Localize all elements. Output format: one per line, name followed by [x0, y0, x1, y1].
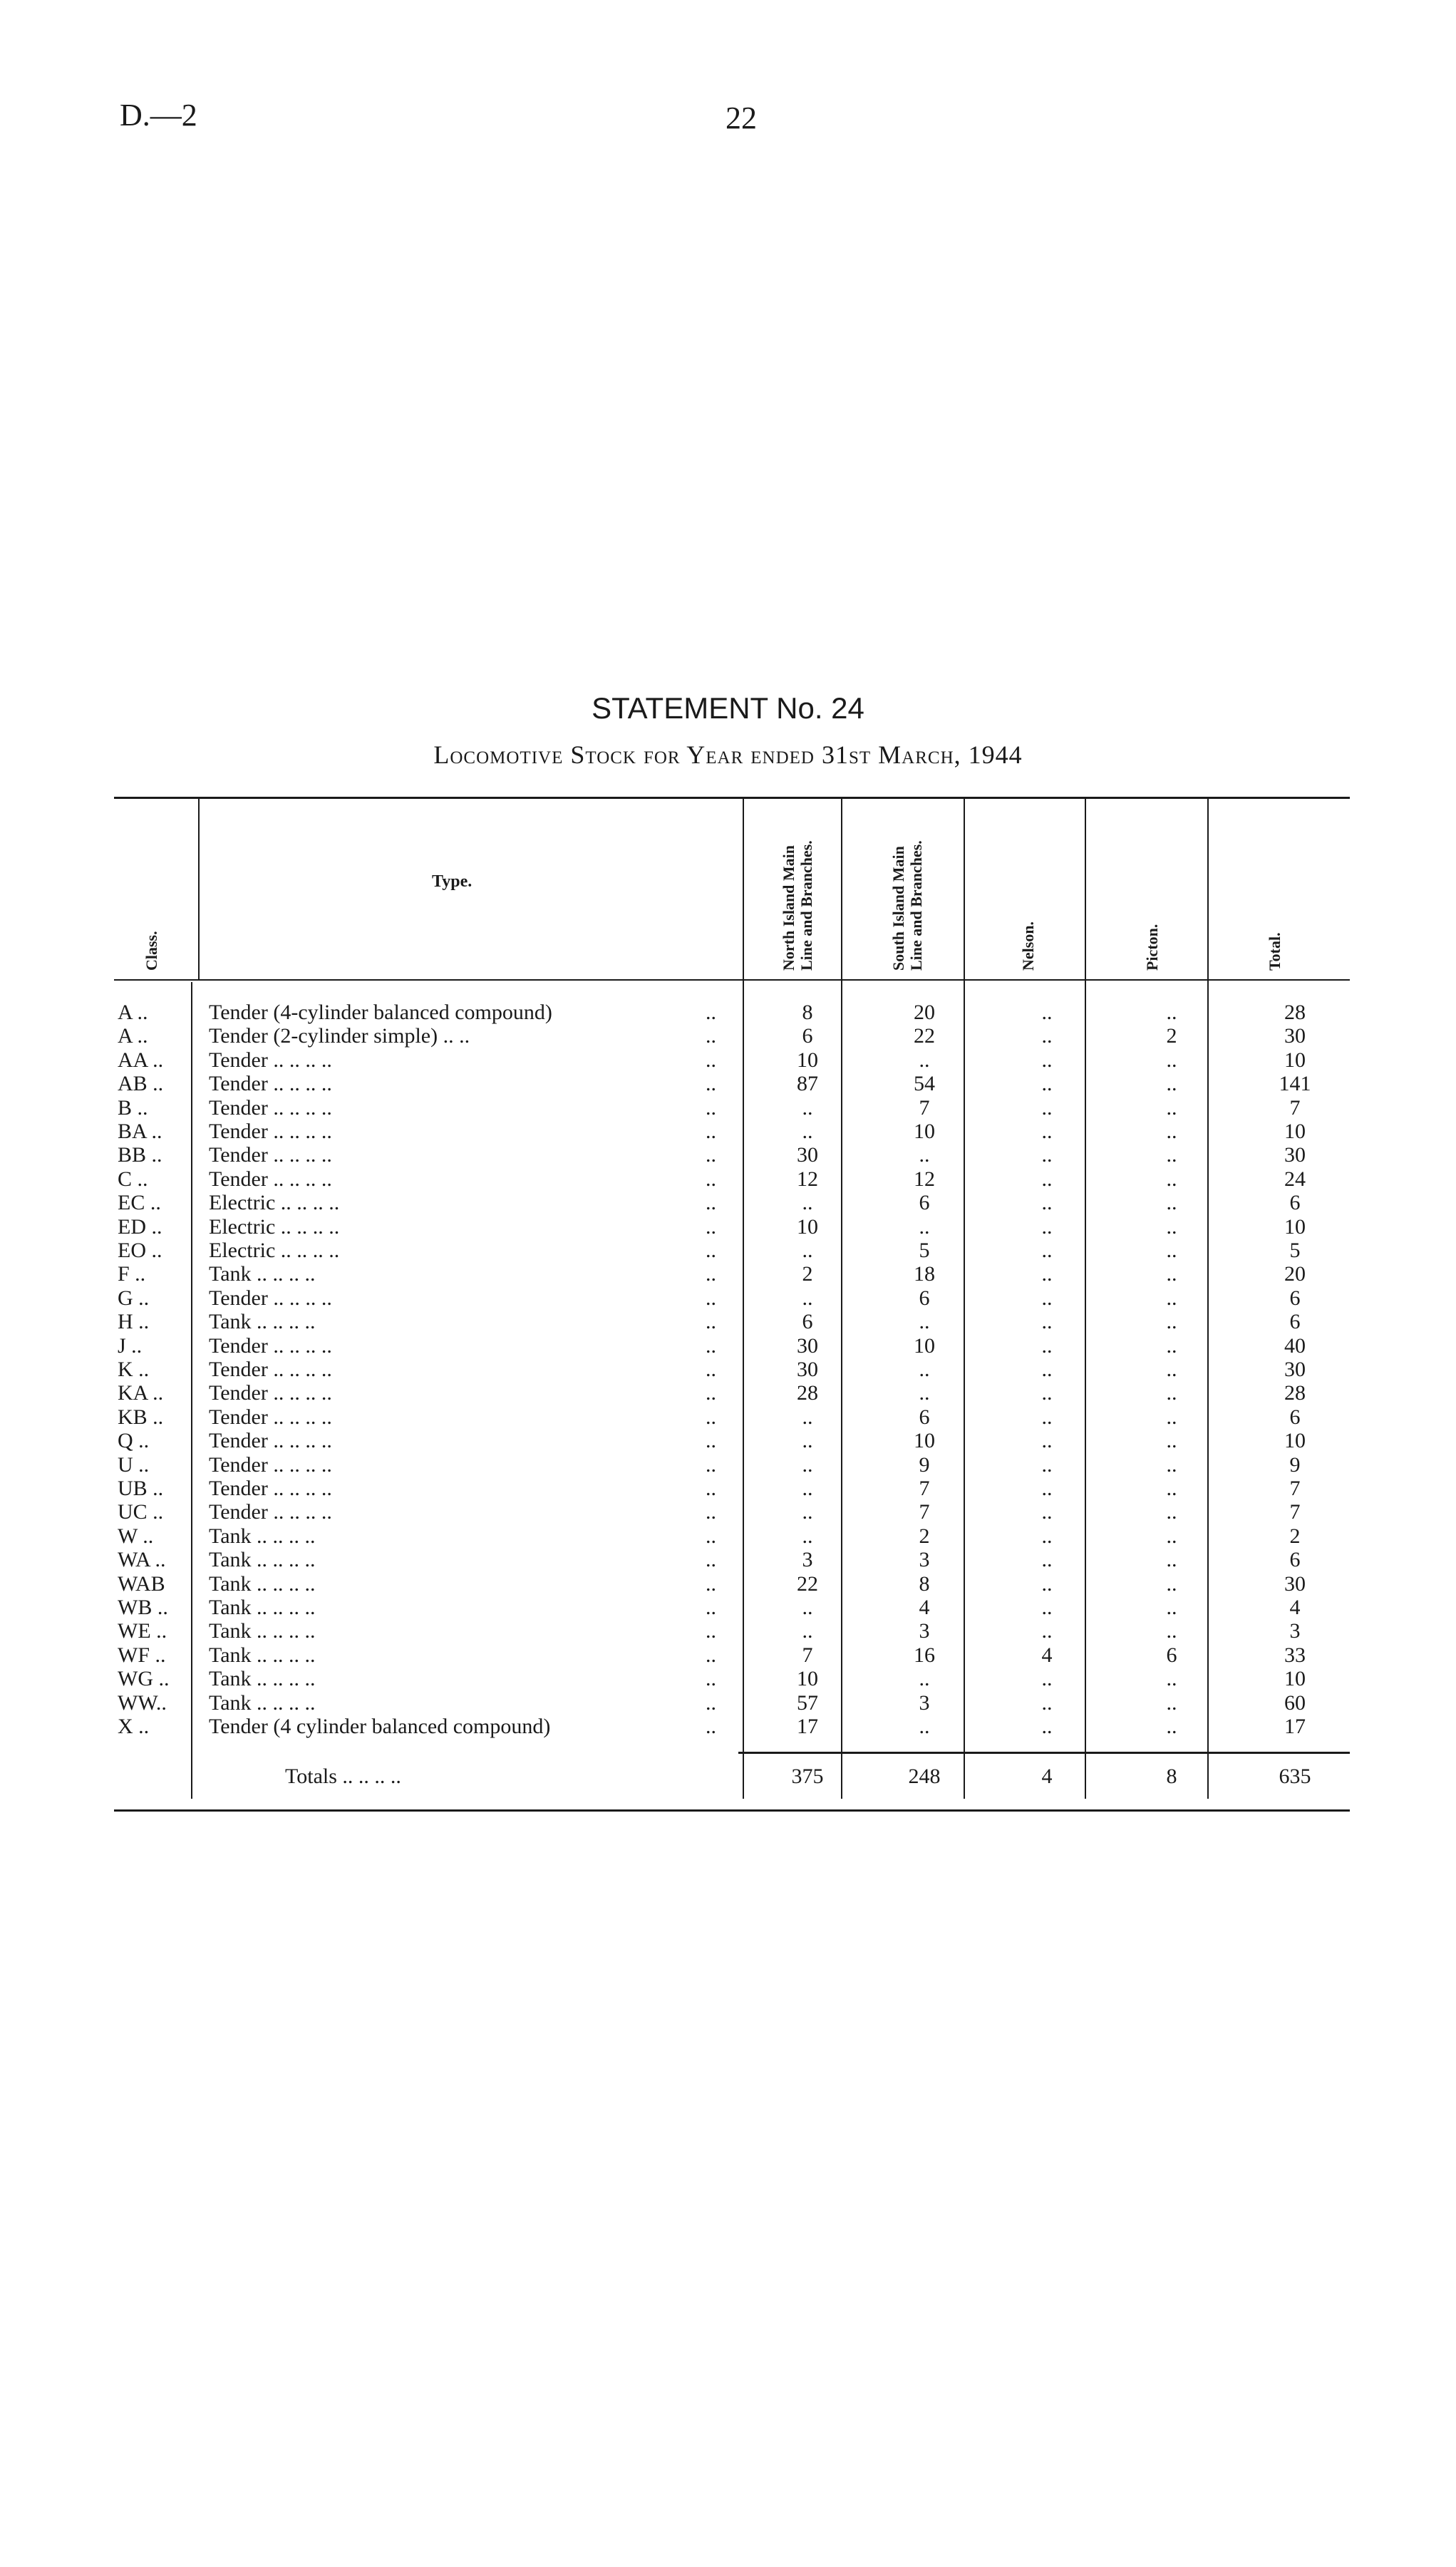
row-leader-dots: ..: [706, 1191, 716, 1214]
row-type: Tender (2-cylinder simple) .. ..: [209, 1024, 470, 1048]
row-south-island: ..: [919, 1667, 930, 1690]
row-class: WAB: [118, 1572, 165, 1596]
row-picton: ..: [1166, 1619, 1177, 1643]
row-class: UC ..: [118, 1500, 164, 1524]
row-north-island: 10: [797, 1048, 818, 1072]
row-picton: ..: [1166, 1334, 1177, 1358]
row-picton: ..: [1166, 1548, 1177, 1571]
row-picton: ..: [1166, 1500, 1177, 1524]
row-leader-dots: ..: [706, 1048, 716, 1072]
row-leader-dots: ..: [706, 1429, 716, 1452]
row-total: 30: [1284, 1024, 1306, 1048]
row-nelson: ..: [1041, 1667, 1053, 1690]
col-header-south-island-line2: Line and Branches.: [907, 840, 925, 971]
row-picton: ..: [1166, 1358, 1177, 1381]
col-divider-nelson-picton: [1085, 798, 1086, 1799]
row-leader-dots: ..: [706, 1120, 716, 1143]
row-north-island: ..: [802, 1429, 813, 1452]
row-nelson: ..: [1041, 1262, 1053, 1286]
row-north-island: ..: [802, 1524, 813, 1548]
row-total: 7: [1289, 1096, 1301, 1120]
row-leader-dots: ..: [706, 1405, 716, 1429]
page-number: 22: [726, 100, 757, 135]
row-south-island: ..: [919, 1358, 930, 1381]
row-nelson: ..: [1041, 1405, 1053, 1429]
row-north-island: ..: [802, 1405, 813, 1429]
row-total: 30: [1284, 1358, 1306, 1381]
row-leader-dots: ..: [706, 1239, 716, 1262]
col-divider-ni-si: [841, 798, 842, 1799]
row-class: WE ..: [118, 1619, 167, 1643]
row-type: Tender .. .. .. ..: [209, 1477, 332, 1500]
row-picton: ..: [1166, 1310, 1177, 1333]
row-type: Tender (4-cylinder balanced compound): [209, 1001, 552, 1024]
row-nelson: ..: [1041, 1191, 1053, 1214]
document-reference: D.—2: [120, 98, 197, 133]
row-class: WA ..: [118, 1548, 166, 1571]
col-divider-si-nelson: [964, 798, 965, 1799]
row-class: WW..: [118, 1691, 167, 1715]
row-nelson: ..: [1041, 1429, 1053, 1452]
col-header-picton: Picton.: [1143, 924, 1161, 971]
row-total: 24: [1284, 1167, 1306, 1191]
row-class: W ..: [118, 1524, 154, 1548]
row-leader-dots: ..: [706, 1572, 716, 1596]
row-picton: ..: [1166, 1262, 1177, 1286]
row-total: 10: [1284, 1120, 1306, 1143]
row-picton: ..: [1166, 1453, 1177, 1477]
row-nelson: ..: [1041, 1048, 1053, 1072]
row-class: WG ..: [118, 1667, 170, 1690]
statement-title: STATEMENT No. 24: [592, 691, 864, 725]
row-class: J ..: [118, 1334, 143, 1358]
row-total: 60: [1284, 1691, 1306, 1715]
row-south-island: 4: [919, 1596, 930, 1619]
row-picton: ..: [1166, 1167, 1177, 1191]
row-picton: ..: [1166, 1572, 1177, 1596]
row-class: K ..: [118, 1358, 150, 1381]
row-picton: ..: [1166, 1072, 1177, 1095]
row-north-island: 8: [802, 1001, 813, 1024]
row-type: Tender .. .. .. ..: [209, 1500, 332, 1524]
row-picton: ..: [1166, 1477, 1177, 1500]
row-total: 141: [1279, 1072, 1311, 1095]
row-north-island: 22: [797, 1572, 818, 1596]
row-type: Tender .. .. .. ..: [209, 1120, 332, 1143]
row-leader-dots: ..: [706, 1524, 716, 1548]
row-picton: ..: [1166, 1596, 1177, 1619]
row-leader-dots: ..: [706, 1143, 716, 1167]
row-picton: ..: [1166, 1143, 1177, 1167]
row-type: Tank .. .. .. ..: [209, 1262, 316, 1286]
row-nelson: ..: [1041, 1143, 1053, 1167]
row-south-island: 9: [919, 1453, 930, 1477]
row-nelson: ..: [1041, 1239, 1053, 1262]
row-north-island: 3: [802, 1548, 813, 1571]
row-class: AA ..: [118, 1048, 164, 1072]
row-north-island: ..: [802, 1453, 813, 1477]
col-header-nelson: Nelson.: [1019, 921, 1037, 971]
row-nelson: ..: [1041, 1001, 1053, 1024]
row-south-island: 5: [919, 1239, 930, 1262]
row-total: 30: [1284, 1572, 1306, 1596]
col-divider-type-ni: [743, 798, 744, 1799]
row-total: 9: [1289, 1453, 1301, 1477]
statement-subtitle: Locomotive Stock for Year ended 31st March, 1944: [433, 740, 1023, 769]
row-south-island: 6: [919, 1191, 930, 1214]
row-leader-dots: ..: [706, 1001, 716, 1024]
col-header-north-island-line2: Line and Branches.: [797, 840, 815, 971]
row-leader-dots: ..: [706, 1453, 716, 1477]
row-class: C ..: [118, 1167, 148, 1191]
row-picton: ..: [1166, 1096, 1177, 1120]
row-class: U ..: [118, 1453, 150, 1477]
row-type: Tank .. .. .. ..: [209, 1310, 316, 1333]
row-class: G ..: [118, 1286, 150, 1310]
row-nelson: ..: [1041, 1691, 1053, 1715]
row-leader-dots: ..: [706, 1215, 716, 1239]
row-north-island: 17: [797, 1715, 818, 1738]
row-nelson: ..: [1041, 1715, 1053, 1738]
row-south-island: 7: [919, 1477, 930, 1500]
row-type: Tank .. .. .. ..: [209, 1619, 316, 1643]
row-class: ED ..: [118, 1215, 162, 1239]
row-type: Electric .. .. .. ..: [209, 1239, 340, 1262]
row-picton: ..: [1166, 1524, 1177, 1548]
row-nelson: ..: [1041, 1334, 1053, 1358]
row-picton: ..: [1166, 1048, 1177, 1072]
row-south-island: 16: [914, 1643, 935, 1667]
totals-top-rule: [738, 1752, 1350, 1754]
row-picton: ..: [1166, 1667, 1177, 1690]
row-leader-dots: ..: [706, 1358, 716, 1381]
totals-south-island: 248: [908, 1765, 941, 1788]
row-class: Q ..: [118, 1429, 150, 1452]
row-total: 5: [1289, 1239, 1301, 1262]
row-north-island: 28: [797, 1381, 818, 1405]
row-leader-dots: ..: [706, 1286, 716, 1310]
row-nelson: ..: [1041, 1215, 1053, 1239]
row-picton: ..: [1166, 1286, 1177, 1310]
row-class: EC ..: [118, 1191, 161, 1214]
totals-label: Totals .. .. .. ..: [285, 1765, 401, 1788]
row-leader-dots: ..: [706, 1072, 716, 1095]
row-leader-dots: ..: [706, 1715, 716, 1738]
row-north-island: ..: [802, 1191, 813, 1214]
row-north-island: ..: [802, 1596, 813, 1619]
row-leader-dots: ..: [706, 1381, 716, 1405]
row-north-island: 7: [802, 1643, 813, 1667]
row-leader-dots: ..: [706, 1643, 716, 1667]
row-total: 20: [1284, 1262, 1306, 1286]
row-type: Tank .. .. .. ..: [209, 1548, 316, 1571]
row-north-island: 57: [797, 1691, 818, 1715]
row-south-island: ..: [919, 1715, 930, 1738]
row-class: BA ..: [118, 1120, 162, 1143]
col-divider-picton-total: [1207, 798, 1209, 1799]
totals-north-island: 375: [791, 1765, 824, 1788]
row-nelson: ..: [1041, 1500, 1053, 1524]
row-leader-dots: ..: [706, 1167, 716, 1191]
table-bottom-rule: [114, 1809, 1350, 1812]
row-picton: ..: [1166, 1405, 1177, 1429]
row-type: Tender .. .. .. ..: [209, 1143, 332, 1167]
col-header-north-island-line1: North Island Main: [780, 845, 797, 971]
row-type: Tank .. .. .. ..: [209, 1667, 316, 1690]
row-class: H ..: [118, 1310, 150, 1333]
row-south-island: 3: [919, 1548, 930, 1571]
row-nelson: ..: [1041, 1477, 1053, 1500]
row-north-island: 10: [797, 1667, 818, 1690]
row-total: 10: [1284, 1215, 1306, 1239]
row-class: A ..: [118, 1024, 148, 1048]
row-nelson: ..: [1041, 1453, 1053, 1477]
row-picton: ..: [1166, 1691, 1177, 1715]
row-south-island: ..: [919, 1215, 930, 1239]
row-north-island: 30: [797, 1334, 818, 1358]
row-type: Tender .. .. .. ..: [209, 1048, 332, 1072]
row-total: 10: [1284, 1048, 1306, 1072]
row-leader-dots: ..: [706, 1619, 716, 1643]
row-leader-dots: ..: [706, 1691, 716, 1715]
row-picton: ..: [1166, 1715, 1177, 1738]
row-nelson: ..: [1041, 1358, 1053, 1381]
row-type: Tender .. .. .. ..: [209, 1334, 332, 1358]
row-nelson: ..: [1041, 1310, 1053, 1333]
row-north-island: ..: [802, 1239, 813, 1262]
row-total: 10: [1284, 1667, 1306, 1690]
row-north-island: 12: [797, 1167, 818, 1191]
row-leader-dots: ..: [706, 1334, 716, 1358]
row-class: WB ..: [118, 1596, 168, 1619]
row-nelson: ..: [1041, 1524, 1053, 1548]
row-picton: ..: [1166, 1191, 1177, 1214]
row-south-island: 6: [919, 1405, 930, 1429]
row-north-island: ..: [802, 1500, 813, 1524]
row-type: Tank .. .. .. ..: [209, 1691, 316, 1715]
row-total: 6: [1289, 1310, 1301, 1333]
row-type: Electric .. .. .. ..: [209, 1215, 340, 1239]
row-type: Tender .. .. .. ..: [209, 1096, 332, 1120]
row-south-island: 7: [919, 1500, 930, 1524]
row-type: Tender .. .. .. ..: [209, 1405, 332, 1429]
row-south-island: 3: [919, 1691, 930, 1715]
row-nelson: ..: [1041, 1286, 1053, 1310]
row-south-island: 2: [919, 1524, 930, 1548]
row-class: EO ..: [118, 1239, 162, 1262]
row-south-island: ..: [919, 1381, 930, 1405]
row-type: Tender .. .. .. ..: [209, 1381, 332, 1405]
row-class: F ..: [118, 1262, 146, 1286]
row-north-island: 6: [802, 1310, 813, 1333]
row-south-island: ..: [919, 1143, 930, 1167]
row-total: 40: [1284, 1334, 1306, 1358]
row-type: Tank .. .. .. ..: [209, 1524, 316, 1548]
totals-nelson: 4: [1041, 1765, 1053, 1788]
row-leader-dots: ..: [706, 1500, 716, 1524]
row-picton: ..: [1166, 1215, 1177, 1239]
row-type: Tank .. .. .. ..: [209, 1572, 316, 1596]
col-header-type: Type.: [432, 872, 473, 891]
totals-picton: 8: [1166, 1765, 1177, 1788]
row-leader-dots: ..: [706, 1310, 716, 1333]
row-type: Tender .. .. .. ..: [209, 1167, 332, 1191]
row-type: Electric .. .. .. ..: [209, 1191, 340, 1214]
row-total: 28: [1284, 1381, 1306, 1405]
row-nelson: ..: [1041, 1167, 1053, 1191]
row-north-island: ..: [802, 1120, 813, 1143]
row-total: 6: [1289, 1286, 1301, 1310]
row-nelson: ..: [1041, 1596, 1053, 1619]
row-south-island: 22: [914, 1024, 935, 1048]
row-south-island: 10: [914, 1120, 935, 1143]
row-class: KA ..: [118, 1381, 164, 1405]
col-header-north-island: [780, 840, 815, 971]
row-type: Tender (4 cylinder balanced compound): [209, 1715, 551, 1738]
row-class: X ..: [118, 1715, 150, 1738]
col-divider-class-type: [198, 798, 200, 981]
row-total: 2: [1289, 1524, 1301, 1548]
row-north-island: 30: [797, 1143, 818, 1167]
row-total: 33: [1284, 1643, 1306, 1667]
row-south-island: 6: [919, 1286, 930, 1310]
row-type: Tank .. .. .. ..: [209, 1643, 316, 1667]
row-type: Tender .. .. .. ..: [209, 1072, 332, 1095]
row-total: 28: [1284, 1001, 1306, 1024]
row-nelson: ..: [1041, 1024, 1053, 1048]
row-type: Tender .. .. .. ..: [209, 1358, 332, 1381]
row-north-island: 30: [797, 1358, 818, 1381]
row-south-island: 3: [919, 1619, 930, 1643]
row-north-island: ..: [802, 1096, 813, 1120]
row-nelson: ..: [1041, 1096, 1053, 1120]
row-south-island: 18: [914, 1262, 935, 1286]
row-south-island: 8: [919, 1572, 930, 1596]
row-picton: ..: [1166, 1120, 1177, 1143]
col-header-total: Total.: [1266, 932, 1284, 971]
row-nelson: 4: [1041, 1643, 1053, 1667]
row-total: 4: [1289, 1596, 1301, 1619]
row-picton: ..: [1166, 1381, 1177, 1405]
row-class: A ..: [118, 1001, 148, 1024]
row-north-island: 2: [802, 1262, 813, 1286]
row-south-island: 10: [914, 1429, 935, 1452]
row-class: BB ..: [118, 1143, 162, 1167]
col-header-south-island: [889, 840, 925, 971]
row-picton: 2: [1166, 1024, 1177, 1048]
row-south-island: 7: [919, 1096, 930, 1120]
row-total: 30: [1284, 1143, 1306, 1167]
row-total: 3: [1289, 1619, 1301, 1643]
row-nelson: ..: [1041, 1572, 1053, 1596]
row-type: Tender .. .. .. ..: [209, 1286, 332, 1310]
row-class: KB ..: [118, 1405, 164, 1429]
row-type: Tender .. .. .. ..: [209, 1429, 332, 1452]
row-north-island: ..: [802, 1477, 813, 1500]
row-picton: 6: [1166, 1643, 1177, 1667]
row-nelson: ..: [1041, 1072, 1053, 1095]
row-leader-dots: ..: [706, 1548, 716, 1571]
row-nelson: ..: [1041, 1120, 1053, 1143]
row-leader-dots: ..: [706, 1024, 716, 1048]
row-total: 17: [1284, 1715, 1306, 1738]
header-bottom-rule: [114, 979, 1350, 981]
row-north-island: 87: [797, 1072, 818, 1095]
row-south-island: 20: [914, 1001, 935, 1024]
row-leader-dots: ..: [706, 1667, 716, 1690]
row-picton: ..: [1166, 1001, 1177, 1024]
row-south-island: 54: [914, 1072, 935, 1095]
row-leader-dots: ..: [706, 1477, 716, 1500]
row-total: 6: [1289, 1191, 1301, 1214]
row-leader-dots: ..: [706, 1596, 716, 1619]
row-picton: ..: [1166, 1239, 1177, 1262]
col-header-south-island-line1: South Island Main: [889, 846, 907, 971]
row-leader-dots: ..: [706, 1096, 716, 1120]
row-total: 10: [1284, 1429, 1306, 1452]
row-nelson: ..: [1041, 1381, 1053, 1405]
row-nelson: ..: [1041, 1619, 1053, 1643]
row-north-island: 6: [802, 1024, 813, 1048]
row-type: Tender .. .. .. ..: [209, 1453, 332, 1477]
row-class: B ..: [118, 1096, 148, 1120]
col-divider-class-type-body: [191, 982, 192, 1799]
row-nelson: ..: [1041, 1548, 1053, 1571]
row-south-island: ..: [919, 1048, 930, 1072]
row-south-island: ..: [919, 1310, 930, 1333]
row-north-island: 10: [797, 1215, 818, 1239]
table-top-rule: [114, 797, 1350, 799]
row-class: AB ..: [118, 1072, 164, 1095]
row-total: 6: [1289, 1548, 1301, 1571]
row-type: Tank .. .. .. ..: [209, 1596, 316, 1619]
row-south-island: 12: [914, 1167, 935, 1191]
row-south-island: 10: [914, 1334, 935, 1358]
row-picton: ..: [1166, 1429, 1177, 1452]
row-north-island: ..: [802, 1619, 813, 1643]
row-class: WF ..: [118, 1643, 166, 1667]
row-total: 7: [1289, 1500, 1301, 1524]
row-leader-dots: ..: [706, 1262, 716, 1286]
row-total: 6: [1289, 1405, 1301, 1429]
totals-total: 635: [1279, 1765, 1311, 1788]
col-header-class: Class.: [143, 931, 160, 971]
row-total: 7: [1289, 1477, 1301, 1500]
row-north-island: ..: [802, 1286, 813, 1310]
row-class: UB ..: [118, 1477, 164, 1500]
